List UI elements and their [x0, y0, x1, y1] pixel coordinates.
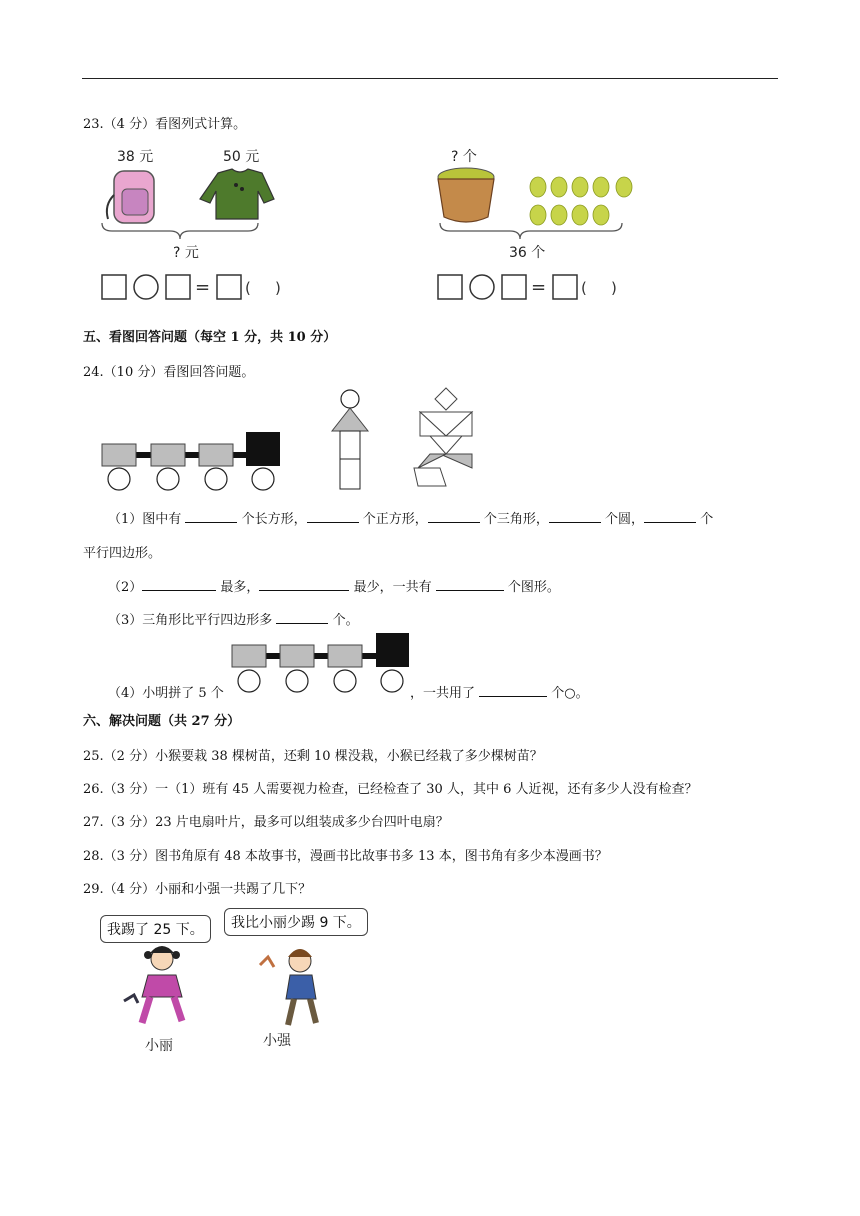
q24-shapes-svg — [100, 386, 500, 496]
answer-box — [553, 275, 577, 299]
q25-text: 25.（2 分）小猴要栽 38 棵树苗，还剩 10 棵没栽，小猴已经栽了多少棵树苗？ — [83, 749, 543, 764]
blank-total[interactable] — [436, 578, 504, 591]
speech-bubble-xiaoqiang: 我比小丽少踢 9 下。 — [224, 908, 368, 936]
brace — [102, 223, 258, 239]
answer-box — [502, 275, 526, 299]
sweater-icon — [200, 169, 274, 219]
blank-squares[interactable] — [307, 510, 359, 523]
blank-rectangles[interactable] — [185, 510, 237, 523]
svg-text:(: ( — [245, 279, 251, 297]
speech-bubble-xiaoli: 我踢了 25 下。 — [100, 915, 211, 943]
left-total-label: ? 元 — [173, 245, 199, 261]
svg-text:=: = — [531, 277, 547, 298]
q24-part1: （1）图中有 个长方形， 个正方形， 个三角形， 个圆， 个 — [108, 512, 714, 527]
children-figure — [110, 945, 330, 1035]
q24-part2: （2） 最多， 最少，一共有 个图形。 — [108, 580, 560, 595]
backpack-icon — [107, 171, 154, 223]
section6-title: 六、解决问题（共 27 分） — [83, 714, 241, 729]
operator-circle — [470, 275, 494, 299]
backpack-price: 38 元 — [117, 149, 154, 165]
svg-text:=: = — [195, 277, 211, 298]
right-total-label: 36 个 — [509, 245, 546, 261]
pears-icon — [530, 177, 632, 225]
svg-text:): ) — [275, 279, 281, 297]
q28-text: 28.（3 分）图书角原有 48 本故事书，漫画书比故事书多 13 本，图书角有多少本漫画书？ — [83, 849, 608, 864]
girl-icon — [124, 946, 182, 1023]
q23-title: 23.（4 分）看图列式计算。 — [83, 117, 247, 132]
blank-most[interactable] — [142, 578, 216, 591]
answer-box — [102, 275, 126, 299]
small-train-figure — [230, 632, 414, 694]
q29-text: 29.（4 分）小丽和小强一共踢了几下？ — [83, 882, 312, 897]
q24-title: 24.（10 分）看图回答问题。 — [83, 365, 255, 380]
blank-difference[interactable] — [276, 611, 328, 624]
basket-icon — [438, 168, 494, 222]
q27-text: 27.（3 分）23 片电扇叶片，最多可以组装成多少台四叶电扇？ — [83, 815, 449, 830]
q23-left-svg — [100, 165, 280, 305]
blank-circles-used[interactable] — [479, 684, 547, 697]
svg-text:(: ( — [581, 279, 587, 297]
q24-part3: （3）三角形比平行四边形多 个。 — [108, 613, 359, 628]
answer-box — [166, 275, 190, 299]
name-xiaoqiang: 小强 — [263, 1033, 291, 1049]
brace — [440, 223, 622, 239]
blank-circles[interactable] — [549, 510, 601, 523]
blank-triangles[interactable] — [428, 510, 480, 523]
train-figure — [102, 432, 280, 490]
sweater-price: 50 元 — [223, 149, 260, 165]
q24-part4: ，一共用了 个○。 — [410, 686, 589, 701]
answer-box — [438, 275, 462, 299]
q24-part1-cont: 平行四边形。 — [83, 546, 162, 561]
boy-icon — [260, 949, 316, 1025]
section5-title: 五、看图回答问题（每空 1 分，共 10 分） — [83, 330, 337, 345]
answer-box — [217, 275, 241, 299]
blank-parallelograms[interactable] — [644, 510, 696, 523]
basket-count: ? 个 — [451, 149, 477, 165]
blank-least[interactable] — [259, 578, 349, 591]
q23-right-svg — [436, 165, 636, 305]
person-figure — [332, 390, 368, 489]
q26-text: 26.（3 分）一（1）班有 45 人需要视力检查，已经检查了 30 人，其中 6 人近视，还有多少人没有检查？ — [83, 782, 698, 797]
operator-circle — [134, 275, 158, 299]
tangram-figure — [414, 388, 472, 486]
name-xiaoli: 小丽 — [145, 1038, 173, 1054]
q24-part4-a: （4）小明拼了 5 个 — [108, 686, 224, 701]
header-rule — [82, 78, 778, 79]
svg-text:): ) — [611, 279, 617, 297]
